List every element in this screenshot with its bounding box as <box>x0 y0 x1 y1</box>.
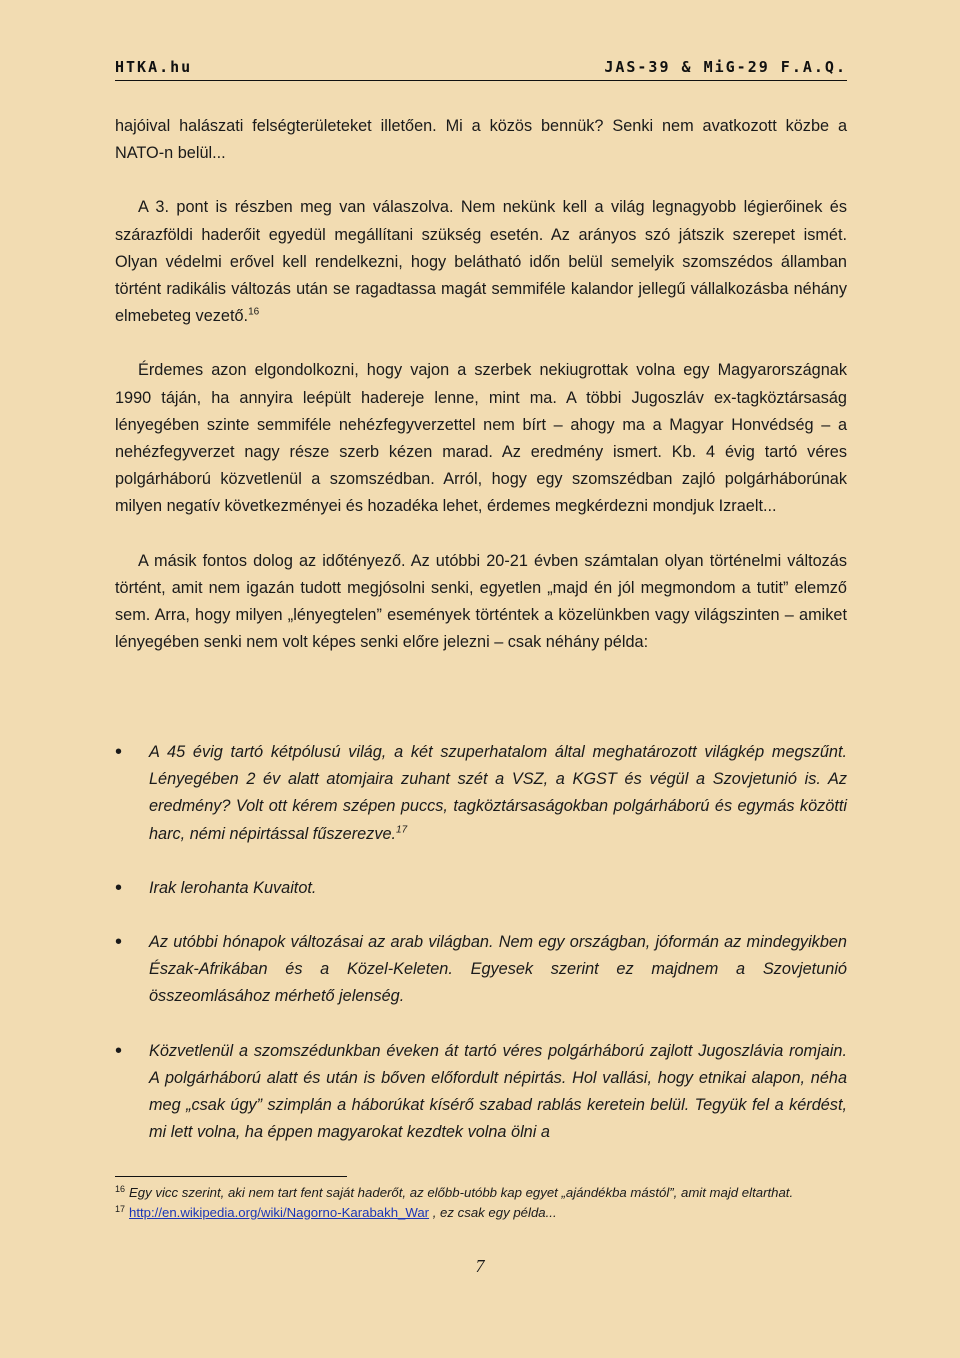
footnote-separator <box>115 1176 347 1177</box>
example-list <box>115 739 847 1173</box>
paragraph-3: Érdemes azon elgondolkozni, hogy vajon a szerbek nekiugrottak volna egy Magyarországnak 1990 táján, ha annyira leépült hadereje lenne, mint ma. A többi Jugoszláv ex-tagköztársaság lényegében szinte semmiféle nehézfegyverzettel nem bírt – ahogy ma a Magyar Honvédség – a nehézfegyverzet nagy része szerb kézen marad. Az eredmény ismert. Kb. 4 évig tartó véres polgárháború közvetlenül a szomszédban. Arról, hogy egy szomszédban zajló polgárháborúnak milyen negatív következményei és hozadéka lehet, érdemes megkérdezni mondjuk Izraelt... <box>115 361 847 516</box>
footnote-17 <box>115 1203 847 1223</box>
list-item-text: A 45 évig tartó kétpólusú világ, a két szuperhatalom által meghatározott világkép megszűnt. Lényegében 2 év alatt atomjaira zuhant szét a VSZ, a KGST és végül a Szovjetunió is. Az eredmény? Volt ott kérem szépen puccs, tagköztársaságokban polgárháború és egymás közötti harc, némi népirtással fűszerezve. <box>149 743 847 843</box>
page-number: 7 <box>475 1256 485 1276</box>
paragraph-2-text: A 3. pont is részben meg van válaszolva. Nem nekünk kell a világ legnagyobb légierőinek és szárazföldi haderőit egyedül megállítani szükség esetén. Az arányos szó játszik szerepet ismét. Olyan védelmi erővel kell rendelkezni, hogy belátható időn belül semelyik szomszédos államban történt radikális változás után se ragadtassa magát semmiféle kalandor jellegű vállalkozásba néhány elmebeteg vezető. <box>115 198 847 326</box>
paragraph-2 <box>115 194 847 330</box>
list-item-text: Irak lerohanta Kuvaitot. <box>149 878 317 897</box>
list-item <box>115 739 847 848</box>
list-item <box>115 929 847 1011</box>
running-header <box>115 58 847 76</box>
header-rule <box>115 80 847 81</box>
list-item <box>115 875 847 902</box>
footnote-number: 17 <box>115 1203 126 1214</box>
footnote-number: 16 <box>115 1183 126 1194</box>
footnote-ref-16[interactable]: 16 <box>248 306 260 318</box>
list-item-text: Az utóbbi hónapok változásai az arab világban. Nem egy országban, jóformán az mindegyikben Észak-Afrikában és a Közel-Keleten. Egyesek szerint ez majdnem a Szovjetunió összeomlásához mérhető jelenség. <box>149 933 847 1006</box>
main-text <box>115 113 847 656</box>
list-item <box>115 1038 847 1147</box>
paragraph-4: A másik fontos dolog az időtényező. Az utóbbi 20-21 évben számtalan olyan történelmi változás történt, amit nem igazán tudott megjósolni senki, egyetlen „majd én jól megmondom a tutit” elemző sem. Arra, hogy milyen „lényegtelen” események történtek a közelünkben vagy világszinten – amiket lényegében senki nem volt képes senki előre jelezni – csak néhány példa: <box>115 551 847 652</box>
header-site-name: HTKA.hu <box>115 58 193 76</box>
list-item-text: Közvetlenül a szomszédunkban éveken át tartó véres polgárháború zajlott Jugoszlávia romjain. A polgárháború alatt és után is bőven előfordult népirtás. Hol vallási, hogy etnikai alapon, néha meg „csak úgy” szimplán a háborúkat kísérő szabad rablás keretein belül. Tegyük fel a kérdést, mi lett volna, ha éppen magyarokat kezdtek volna ölni a <box>149 1041 847 1142</box>
paragraph-1: hajóival halászati felségterületeket illetően. Mi a közös bennük? Senki nem avatkozott közbe a NATO-n belül... <box>115 117 847 163</box>
footnote-16 <box>115 1183 847 1203</box>
footnote-ref-17[interactable]: 17 <box>396 824 408 836</box>
header-document-title: JAS-39 & MiG-29 F.A.Q. <box>604 58 847 76</box>
footnote-text: , ez csak egy példa... <box>429 1205 557 1220</box>
footnotes <box>115 1183 847 1223</box>
wikipedia-link[interactable]: http://en.wikipedia.org/wiki/Nagorno-Karabakh_War <box>129 1205 430 1220</box>
footnote-text: Egy vicc szerint, aki nem tart fent saját haderőt, az előbb-utóbb kap egyet „ajándékba mástól”, amit majd eltarthat. <box>129 1185 794 1200</box>
